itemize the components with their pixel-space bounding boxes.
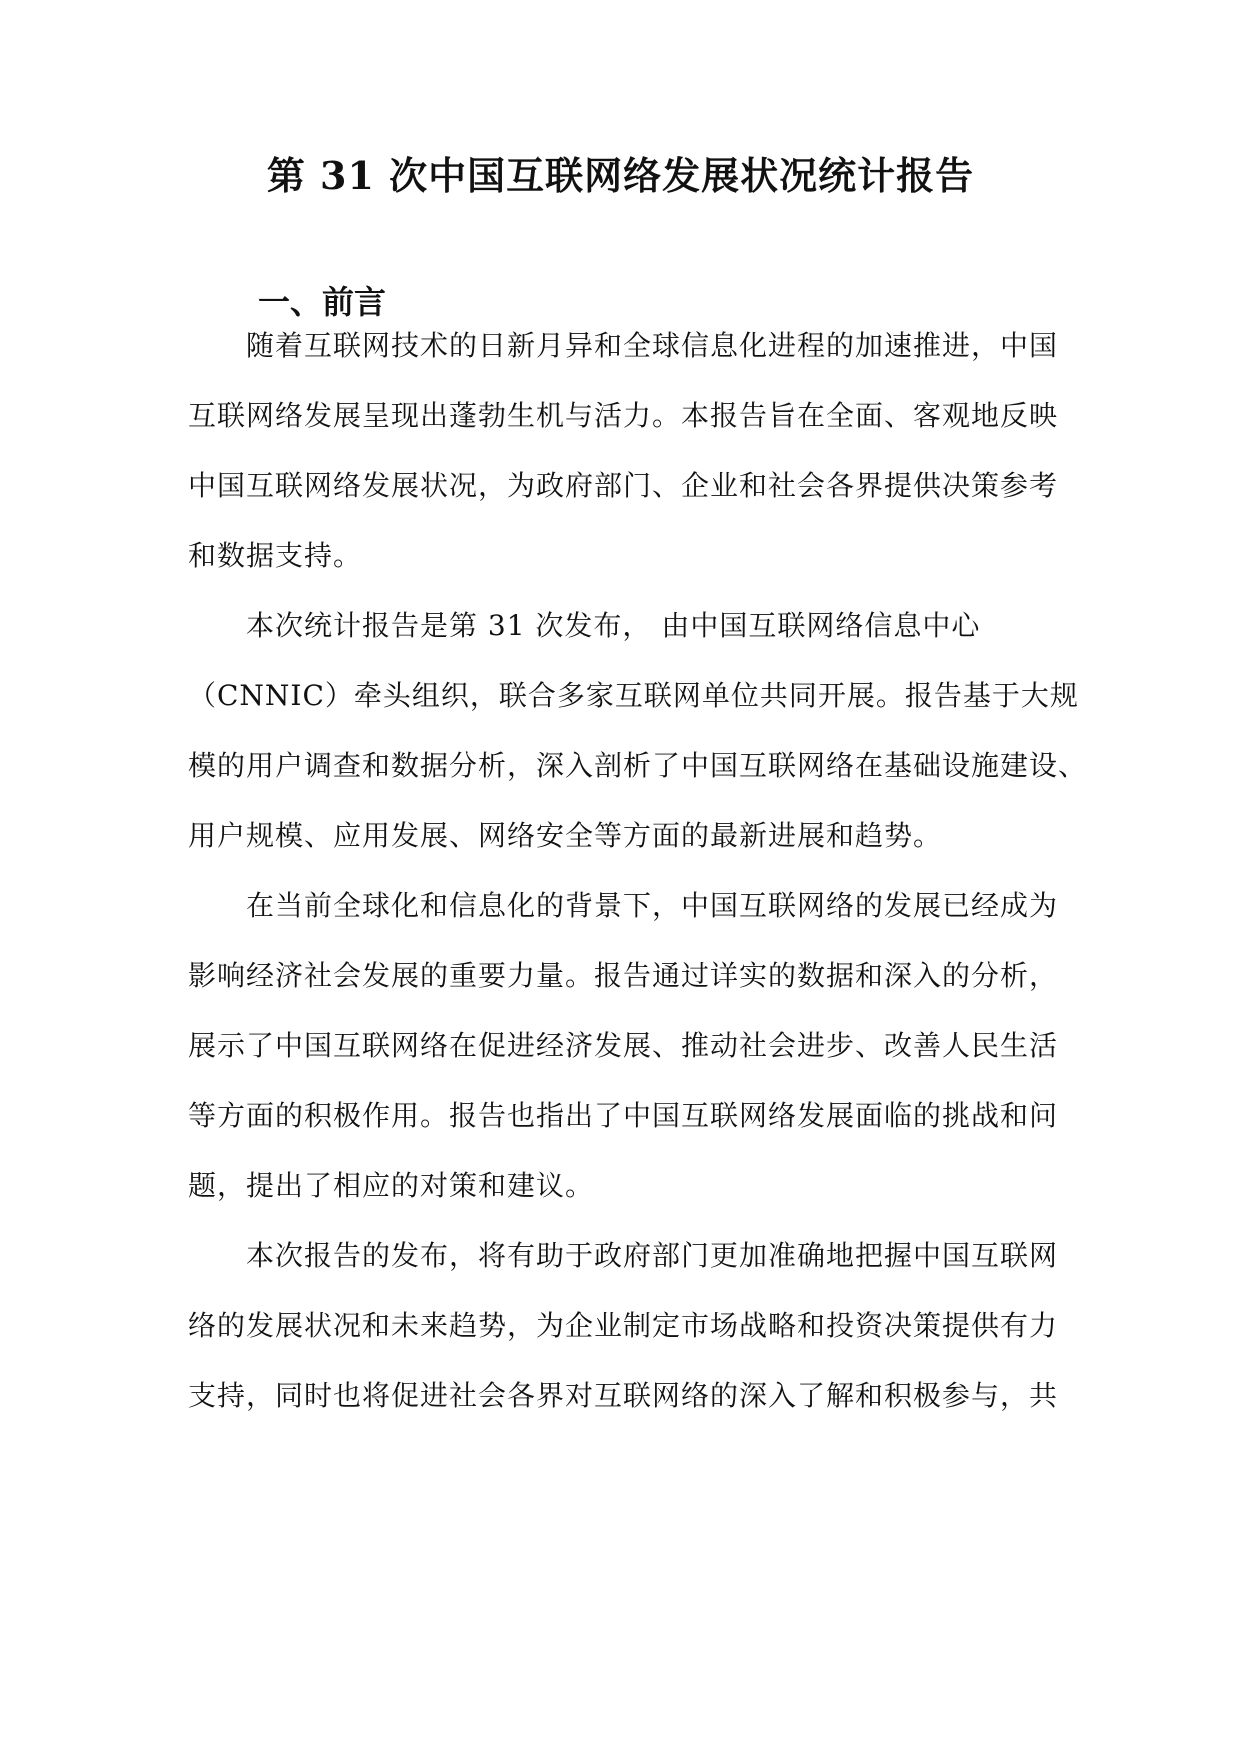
paragraph-line: 等方面的积极作用。报告也指出了中国互联网络发展面临的挑战和问 bbox=[188, 1099, 1059, 1132]
paragraph-line: 在当前全球化和信息化的背景下，中国互联网络的发展已经成为 bbox=[246, 889, 1059, 922]
paragraph-line: 本次报告的发布，将有助于政府部门更加准确地把握中国互联网 bbox=[246, 1239, 1059, 1272]
paragraph-line: 模的用户调查和数据分析，深入剖析了中国互联网络在基础设施建设、 bbox=[188, 749, 1088, 782]
paragraph-line: （CNNIC）牵头组织，联合多家互联网单位共同开展。报告基于大规 bbox=[188, 679, 1079, 712]
paragraph-line: 互联网络发展呈现出蓬勃生机与活力。本报告旨在全面、客观地反映 bbox=[188, 399, 1059, 432]
document-title: 第 31 次中国互联网络发展状况统计报告 bbox=[266, 153, 975, 198]
paragraph-line: 展示了中国互联网络在促进经济发展、推动社会进步、改善人民生活 bbox=[188, 1029, 1059, 1062]
section-heading: 一、前言 bbox=[258, 283, 387, 321]
paragraph-line: 随着互联网技术的日新月异和全球信息化进程的加速推进，中国 bbox=[246, 329, 1059, 362]
paragraph-line: 影响经济社会发展的重要力量。报告通过详实的数据和深入的分析， bbox=[188, 959, 1059, 992]
paragraph-line: 中国互联网络发展状况，为政府部门、企业和社会各界提供决策参考 bbox=[188, 469, 1059, 502]
paragraph-line: 用户规模、应用发展、网络安全等方面的最新进展和趋势。 bbox=[188, 819, 943, 852]
paragraph-line: 题，提出了相应的对策和建议。 bbox=[188, 1169, 595, 1202]
paragraph-line: 络的发展状况和未来趋势，为企业制定市场战略和投资决策提供有力 bbox=[188, 1309, 1059, 1342]
paragraph-line: 和数据支持。 bbox=[188, 539, 363, 572]
paragraph-line: 本次统计报告是第 31 次发布， 由中国互联网络信息中心 bbox=[246, 609, 981, 642]
paragraph-line: 支持，同时也将促进社会各界对互联网络的深入了解和积极参与，共 bbox=[188, 1379, 1059, 1412]
